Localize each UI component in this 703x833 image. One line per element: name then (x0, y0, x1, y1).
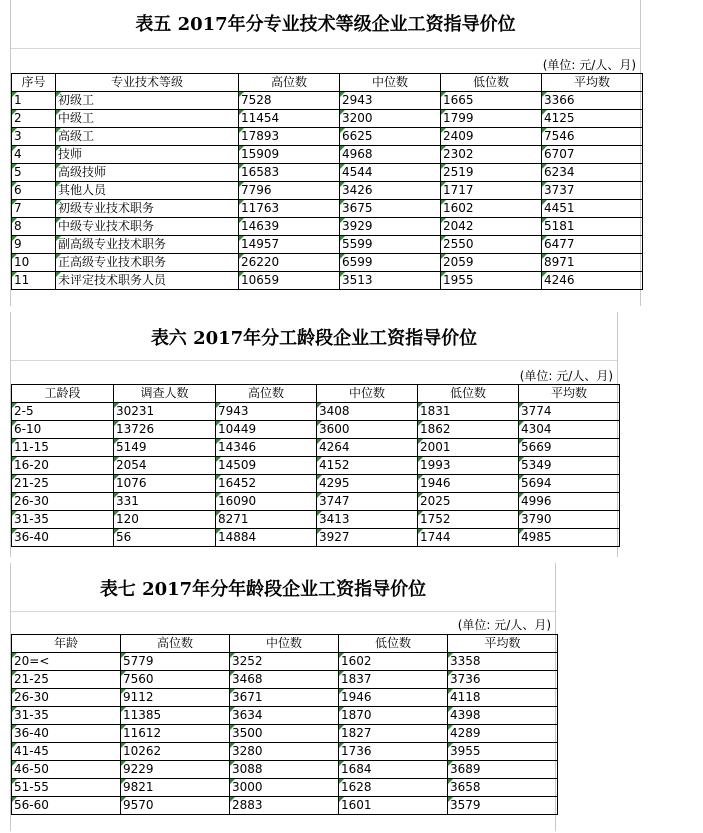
table7-header (12, 635, 558, 653)
table-cell: 21-25 (12, 671, 121, 689)
table-cell: 1602 (339, 653, 448, 671)
table-cell: 4152 (317, 457, 418, 475)
table-row (12, 164, 643, 182)
table-row (12, 689, 558, 707)
t5-header-cell: 平均数 (542, 74, 643, 92)
table-cell: 20=< (12, 653, 121, 671)
table-cell: 3088 (230, 761, 339, 779)
table6-header (12, 385, 620, 403)
table-row (12, 128, 643, 146)
table-row (12, 200, 643, 218)
table-cell: 3280 (230, 743, 339, 761)
table-cell: 1831 (418, 403, 519, 421)
table-row (12, 475, 620, 493)
table-cell: 2302 (441, 146, 542, 164)
table-cell: 4289 (448, 725, 558, 743)
table-cell: 初级专业技术职务 (56, 200, 239, 218)
table-cell: 120 (114, 511, 216, 529)
table-cell: 14509 (216, 457, 317, 475)
table-cell: 2 (12, 110, 56, 128)
table-cell: 3366 (542, 92, 643, 110)
table-cell: 3929 (340, 218, 441, 236)
table-cell: 2-5 (12, 403, 114, 421)
table-cell: 2054 (114, 457, 216, 475)
table-cell: 1 (12, 92, 56, 110)
t7-header-cell: 年龄 (12, 635, 121, 653)
table-row (12, 671, 558, 689)
table-cell: 11 (12, 272, 56, 290)
table-cell: 11454 (239, 110, 340, 128)
table-cell: 36-40 (12, 529, 114, 547)
table-cell: 2943 (340, 92, 441, 110)
table5-body (12, 92, 643, 290)
t5-header-cell: 专业技术等级 (56, 74, 239, 92)
table-cell: 4 (12, 146, 56, 164)
table-cell: 4125 (542, 110, 643, 128)
table-cell: 41-45 (12, 743, 121, 761)
table-cell: 3579 (448, 797, 558, 815)
table-cell: 5779 (121, 653, 230, 671)
table-cell: 1946 (339, 689, 448, 707)
table-cell: 副高级专业技术职务 (56, 236, 239, 254)
table-cell: 14639 (239, 218, 340, 236)
table-cell: 3774 (519, 403, 620, 421)
table-cell: 26-30 (12, 493, 114, 511)
table-cell: 11612 (121, 725, 230, 743)
t6-header-cell: 平均数 (519, 385, 620, 403)
table-row (12, 110, 643, 128)
table-cell: 3426 (340, 182, 441, 200)
table-cell: 30231 (114, 403, 216, 421)
table6-title: 表六 2017年分工龄段企业工资指导价位 (150, 328, 478, 349)
table-row (12, 779, 558, 797)
table-row (12, 439, 620, 457)
table-row (12, 797, 558, 815)
table-row (12, 236, 643, 254)
table-cell: 8 (12, 218, 56, 236)
table-cell: 3500 (230, 725, 339, 743)
table-cell: 15909 (239, 146, 340, 164)
table-cell: 3736 (448, 671, 558, 689)
table-cell: 31-35 (12, 511, 114, 529)
table-cell: 10659 (239, 272, 340, 290)
table-cell: 4544 (340, 164, 441, 182)
table-cell: 4118 (448, 689, 558, 707)
table-cell: 正高级专业技术职务 (56, 254, 239, 272)
table-cell: 1837 (339, 671, 448, 689)
table-cell: 16-20 (12, 457, 114, 475)
table-cell: 3689 (448, 761, 558, 779)
table-cell: 4451 (542, 200, 643, 218)
table6-unit-label: (单位: 元/人、月) (519, 369, 613, 383)
table-cell: 9821 (121, 779, 230, 797)
table-cell: 8971 (542, 254, 643, 272)
table-cell: 3252 (230, 653, 339, 671)
table-cell: 10262 (121, 743, 230, 761)
table-cell: 7796 (239, 182, 340, 200)
table-row (12, 529, 620, 547)
table-cell: 6-10 (12, 421, 114, 439)
table-cell: 16090 (216, 493, 317, 511)
table7 (11, 634, 558, 815)
table-cell: 26-30 (12, 689, 121, 707)
table-cell: 1628 (339, 779, 448, 797)
table-cell: 14957 (239, 236, 340, 254)
table-cell: 1602 (441, 200, 542, 218)
table-cell: 其他人员 (56, 182, 239, 200)
table-cell: 9229 (121, 761, 230, 779)
table-row (12, 182, 643, 200)
table-cell: 5 (12, 164, 56, 182)
table-cell: 2409 (441, 128, 542, 146)
table6-body (12, 403, 620, 547)
sheet-gridline (11, 611, 555, 612)
table-cell: 2519 (441, 164, 542, 182)
table-cell: 21-25 (12, 475, 114, 493)
table-row (12, 761, 558, 779)
table-cell: 7560 (121, 671, 230, 689)
table6 (11, 384, 620, 547)
table-cell: 3513 (340, 272, 441, 290)
table-row (12, 457, 620, 475)
table-cell: 7943 (216, 403, 317, 421)
table-cell: 4246 (542, 272, 643, 290)
table-cell: 51-55 (12, 779, 121, 797)
t6-header-cell: 中位数 (317, 385, 418, 403)
t6-header-cell: 工龄段 (12, 385, 114, 403)
table-cell: 6599 (340, 254, 441, 272)
table-cell: 3955 (448, 743, 558, 761)
table-cell: 36-40 (12, 725, 121, 743)
table-cell: 26220 (239, 254, 340, 272)
t7-header-cell: 中位数 (230, 635, 339, 653)
table-row (12, 725, 558, 743)
table-cell: 1717 (441, 182, 542, 200)
table7-body (12, 653, 558, 815)
table-cell: 3634 (230, 707, 339, 725)
table-cell: 7546 (542, 128, 643, 146)
table-cell: 3675 (340, 200, 441, 218)
table-cell: 技师 (56, 146, 239, 164)
table-cell: 3 (12, 128, 56, 146)
table-cell: 4304 (519, 421, 620, 439)
t6-header-cell: 调查人数 (114, 385, 216, 403)
table-row (12, 254, 643, 272)
table-cell: 56 (114, 529, 216, 547)
table-cell: 16452 (216, 475, 317, 493)
table-row (12, 92, 643, 110)
table-cell: 9112 (121, 689, 230, 707)
table-cell: 3747 (317, 493, 418, 511)
table7-section (10, 563, 556, 831)
t7-header-cell: 平均数 (448, 635, 558, 653)
table-cell: 4968 (340, 146, 441, 164)
table-cell: 2025 (418, 493, 519, 511)
table-cell: 3200 (340, 110, 441, 128)
table-row (12, 403, 620, 421)
table5-section (10, 0, 641, 306)
table-cell: 3737 (542, 182, 643, 200)
table-cell: 5694 (519, 475, 620, 493)
table-cell: 3408 (317, 403, 418, 421)
table-cell: 1827 (339, 725, 448, 743)
table-cell: 2001 (418, 439, 519, 457)
table-row (12, 493, 620, 511)
table-row (12, 653, 558, 671)
table-cell: 331 (114, 493, 216, 511)
table-cell: 5181 (542, 218, 643, 236)
table-cell: 1744 (418, 529, 519, 547)
table-cell: 3658 (448, 779, 558, 797)
table-row (12, 421, 620, 439)
table-cell: 6477 (542, 236, 643, 254)
table-cell: 1076 (114, 475, 216, 493)
table5-header (12, 74, 643, 92)
table-cell: 7 (12, 200, 56, 218)
table-cell: 46-50 (12, 761, 121, 779)
table-row (12, 146, 643, 164)
table-cell: 未评定技术职务人员 (56, 272, 239, 290)
table-row (12, 743, 558, 761)
table5-title: 表五 2017年分专业技术等级企业工资指导价位 (135, 14, 516, 35)
table7-unit-label: (单位: 元/人、月) (457, 618, 551, 632)
table-cell: 11385 (121, 707, 230, 725)
table-cell: 14346 (216, 439, 317, 457)
table-row (12, 218, 643, 236)
table-cell: 56-60 (12, 797, 121, 815)
table-cell: 5599 (340, 236, 441, 254)
table-cell: 7528 (239, 92, 340, 110)
table-cell: 17893 (239, 128, 340, 146)
table7-title: 表七 2017年分年龄段企业工资指导价位 (99, 579, 427, 600)
table5-unit-label: (单位: 元/人、月) (542, 58, 636, 72)
table-cell: 中级专业技术职务 (56, 218, 239, 236)
table-cell: 9570 (121, 797, 230, 815)
table-cell: 2883 (230, 797, 339, 815)
t7-header-cell: 低位数 (339, 635, 448, 653)
table-cell: 1993 (418, 457, 519, 475)
t5-header-cell: 低位数 (441, 74, 542, 92)
table-cell: 3413 (317, 511, 418, 529)
table-cell: 5669 (519, 439, 620, 457)
table-cell: 6707 (542, 146, 643, 164)
table-cell: 11-15 (12, 439, 114, 457)
t7-header-cell: 高位数 (121, 635, 230, 653)
table-cell: 31-35 (12, 707, 121, 725)
table-cell: 1946 (418, 475, 519, 493)
table-cell: 10 (12, 254, 56, 272)
t5-header-cell: 中位数 (340, 74, 441, 92)
table-cell: 9 (12, 236, 56, 254)
table-cell: 3790 (519, 511, 620, 529)
table-row (12, 511, 620, 529)
table-row (12, 272, 643, 290)
table-cell: 1601 (339, 797, 448, 815)
table-cell: 1955 (441, 272, 542, 290)
table6-section (10, 312, 618, 557)
table-cell: 2550 (441, 236, 542, 254)
t5-header-cell: 高位数 (239, 74, 340, 92)
table-cell: 3927 (317, 529, 418, 547)
t6-header-cell: 低位数 (418, 385, 519, 403)
table-cell: 2059 (441, 254, 542, 272)
table-cell: 8271 (216, 511, 317, 529)
table-cell: 4398 (448, 707, 558, 725)
table-cell: 1684 (339, 761, 448, 779)
sheet-gridline (11, 48, 640, 49)
table-cell: 高级工 (56, 128, 239, 146)
table-cell: 6234 (542, 164, 643, 182)
table-cell: 3358 (448, 653, 558, 671)
table-cell: 高级技师 (56, 164, 239, 182)
table-cell: 11763 (239, 200, 340, 218)
table-cell: 16583 (239, 164, 340, 182)
table-cell: 4264 (317, 439, 418, 457)
table-cell: 2042 (441, 218, 542, 236)
table-cell: 3468 (230, 671, 339, 689)
table-cell: 4996 (519, 493, 620, 511)
table-cell: 3671 (230, 689, 339, 707)
table-cell: 3000 (230, 779, 339, 797)
table-cell: 6 (12, 182, 56, 200)
table-cell: 1870 (339, 707, 448, 725)
table-cell: 1752 (418, 511, 519, 529)
table-row (12, 707, 558, 725)
sheet-gridline (11, 360, 617, 361)
table-cell: 5149 (114, 439, 216, 457)
table-cell: 6625 (340, 128, 441, 146)
table-cell: 中级工 (56, 110, 239, 128)
table-cell: 14884 (216, 529, 317, 547)
table-cell: 初级工 (56, 92, 239, 110)
table-cell: 10449 (216, 421, 317, 439)
t6-header-cell: 高位数 (216, 385, 317, 403)
table-cell: 4985 (519, 529, 620, 547)
table-cell: 1862 (418, 421, 519, 439)
table-cell: 5349 (519, 457, 620, 475)
table-cell: 1665 (441, 92, 542, 110)
t5-header-cell: 序号 (12, 74, 56, 92)
table-cell: 3600 (317, 421, 418, 439)
table5 (11, 73, 643, 290)
table-cell: 1736 (339, 743, 448, 761)
table-cell: 4295 (317, 475, 418, 493)
table-cell: 13726 (114, 421, 216, 439)
table-cell: 1799 (441, 110, 542, 128)
